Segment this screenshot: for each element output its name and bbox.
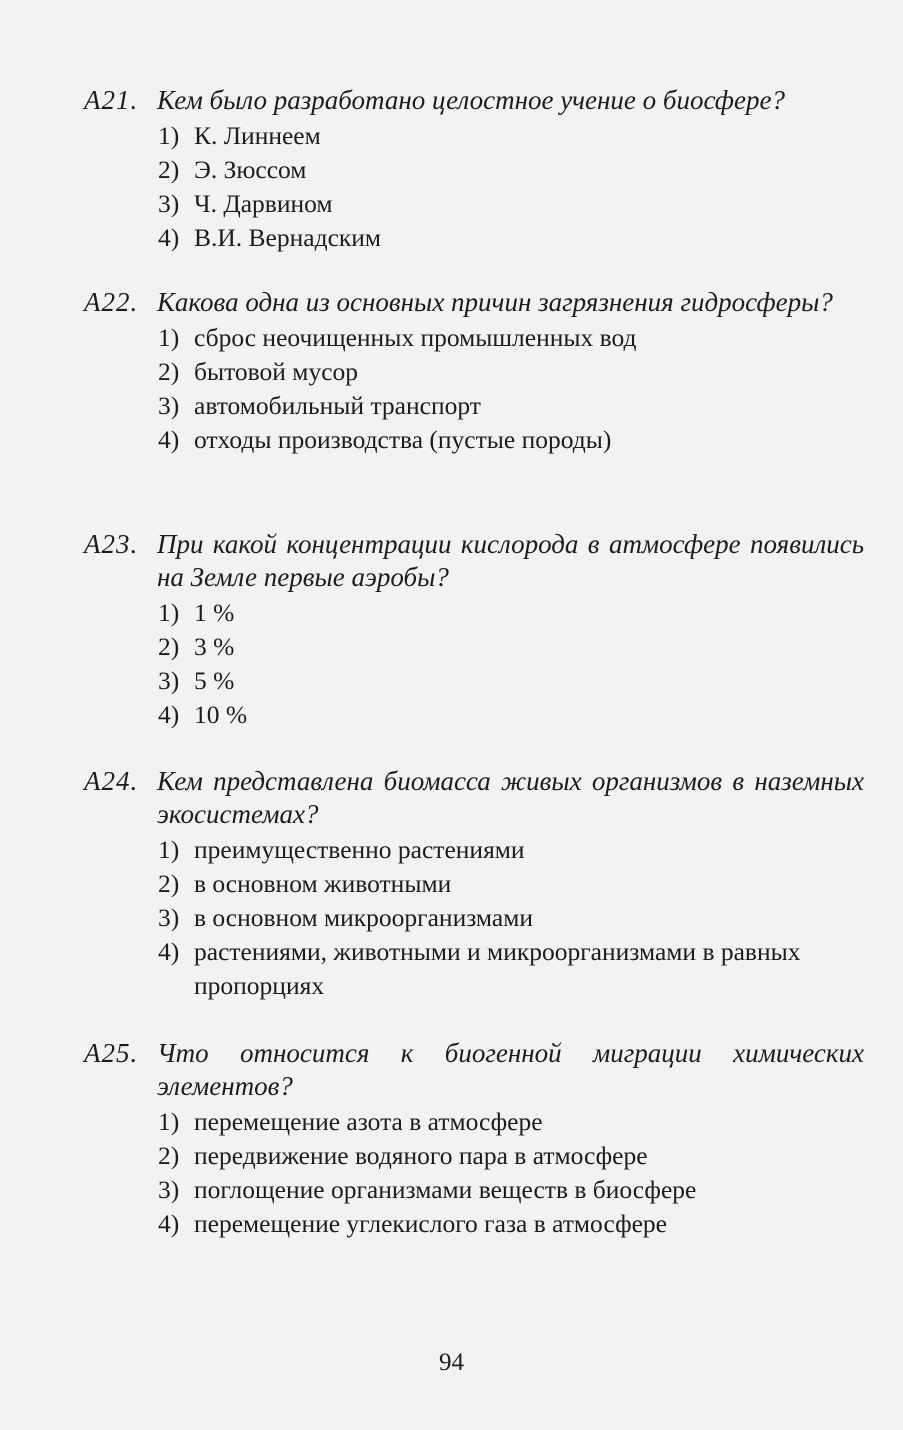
- option-text: в основном микроорганизмами: [194, 903, 533, 932]
- option-text: перемещение углекислого газа в атмосфере: [194, 1209, 667, 1238]
- answer-options: [84, 833, 864, 1003]
- question-number: A23.: [84, 529, 139, 559]
- option-text: 3 %: [194, 632, 235, 661]
- question-number: A24.: [84, 766, 139, 796]
- question-a21: [84, 84, 864, 255]
- option-text: В.И. Вернадским: [194, 223, 382, 252]
- answer-option: [158, 221, 864, 255]
- answer-option: [158, 1207, 864, 1241]
- answer-option: [158, 833, 864, 867]
- question-a23: [84, 528, 864, 732]
- question-header: [84, 286, 864, 319]
- option-text: преимущественно растениями: [194, 835, 525, 864]
- question-text: Кем представлена биомасса живых организмов в наземных экосистемах?: [157, 766, 864, 829]
- option-number: 1): [158, 835, 180, 864]
- answer-option: [158, 423, 864, 457]
- question-text: Что относится к биогенной миграции химических элементов?: [157, 1038, 864, 1101]
- option-number: 1): [158, 323, 180, 352]
- option-number: 3): [158, 189, 180, 218]
- answer-option: [158, 596, 864, 630]
- question-a24: [84, 765, 864, 1003]
- option-number: 3): [158, 1175, 180, 1204]
- question-header: [84, 84, 864, 117]
- answer-options: [84, 321, 864, 457]
- option-number: 2): [158, 155, 180, 184]
- answer-options: [84, 596, 864, 732]
- option-number: 1): [158, 121, 180, 150]
- page-number: 94: [439, 1349, 464, 1376]
- option-number: 4): [158, 425, 180, 454]
- answer-option: [158, 630, 864, 664]
- option-text: передвижение водяного пара в атмосфере: [194, 1141, 648, 1170]
- option-text: Ч. Дарвином: [194, 189, 333, 218]
- answer-option: [158, 935, 864, 1003]
- option-number: 2): [158, 1141, 180, 1170]
- option-text: перемещение азота в атмосфере: [194, 1107, 543, 1136]
- question-text: Кем было разработано целостное учение о биосфере?: [157, 85, 785, 115]
- answer-option: [158, 664, 864, 698]
- option-number: 2): [158, 632, 180, 661]
- option-number: 2): [158, 357, 180, 386]
- option-text: 1 %: [194, 598, 235, 627]
- question-text: Какова одна из основных причин загрязнения гидросферы?: [157, 287, 833, 317]
- option-number: 3): [158, 666, 180, 695]
- answer-option: [158, 698, 864, 732]
- option-number: 4): [158, 223, 180, 252]
- answer-option: [158, 119, 864, 153]
- question-header: [84, 1037, 864, 1103]
- option-number: 3): [158, 903, 180, 932]
- option-number: 4): [158, 1209, 180, 1238]
- option-text: бытовой мусор: [194, 357, 359, 386]
- answer-option: [158, 187, 864, 221]
- option-text: в основном животными: [194, 869, 452, 898]
- option-text: 10 %: [194, 700, 248, 729]
- answer-options: [84, 119, 864, 255]
- option-text: растениями, животными и микроорганизмами в равных пропорциях: [194, 937, 801, 1000]
- question-text: При какой концентрации кислорода в атмосфере появились на Земле первые аэробы?: [157, 529, 864, 592]
- answer-option: [158, 867, 864, 901]
- question-number: A21.: [84, 85, 139, 115]
- option-text: отходы производства (пустые породы): [194, 425, 612, 454]
- option-number: 1): [158, 598, 180, 627]
- question-a22: [84, 286, 864, 457]
- option-text: Э. Зюссом: [194, 155, 307, 184]
- option-number: 3): [158, 391, 180, 420]
- option-text: автомобильный транспорт: [194, 391, 481, 420]
- option-number: 2): [158, 869, 180, 898]
- option-text: сброс неочищенных промышленных вод: [194, 323, 637, 352]
- question-number: A25.: [84, 1038, 139, 1068]
- answer-option: [158, 1139, 864, 1173]
- answer-option: [158, 355, 864, 389]
- question-a25: [84, 1037, 864, 1241]
- option-text: 5 %: [194, 666, 235, 695]
- answer-option: [158, 389, 864, 423]
- question-header: [84, 765, 864, 831]
- option-number: 4): [158, 937, 180, 966]
- answer-option: [158, 321, 864, 355]
- answer-option: [158, 901, 864, 935]
- answer-option: [158, 1105, 864, 1139]
- answer-option: [158, 1173, 864, 1207]
- question-number: A22.: [84, 287, 139, 317]
- option-number: 4): [158, 700, 180, 729]
- question-header: [84, 528, 864, 594]
- option-text: поглощение организмами веществ в биосфере: [194, 1175, 697, 1204]
- answer-options: [84, 1105, 864, 1241]
- option-number: 1): [158, 1107, 180, 1136]
- answer-option: [158, 153, 864, 187]
- option-text: К. Линнеем: [194, 121, 321, 150]
